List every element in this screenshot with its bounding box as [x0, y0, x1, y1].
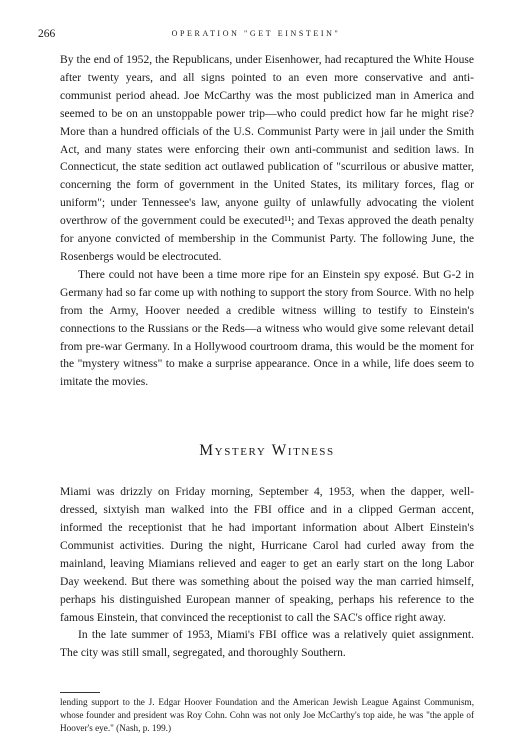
section-heading: Mystery Witness	[199, 442, 335, 460]
footnote: lending support to the J. Edgar Hoover Foundation and the American Jewish League Against Communism, whose founder and president was Roy Cohn. Cohn was not only Joe McCarthy's top aide, he was "the apple of Hoover's eye." (Nash, p. 199.)	[60, 697, 474, 733]
paragraph: By the end of 1952, the Republicans, under Eisenhower, had recaptured the White House after twenty years, and all signs pointed to an even more conservative and anti-communist period ahead. Joe McCarthy was the most publicized man in America and seemed to be on an unstoppable power trip—who could predict how far he might rise? More than a hundred officials of the U.S. Communist Party were in jail under the Smith Act, and many states were enforcing their own anti-communist and sedition laws. In Connecticut, the state sedition act outlawed publication of "scurrilous or abusive matter, concerning the form of government in the United States, its military forces, flag or uniform"; under Tennessee's law, anyone guilty of unlawfully advocating the violent overthrow of the government could be executed¹¹; and Texas approved the death penalty for anyone convicted of membership in the Communist Party. The following June, the Rosenbergs would be electrocuted.	[60, 54, 474, 263]
footnote-rule	[60, 692, 100, 693]
paragraph: In the late summer of 1953, Miami's FBI office was a relatively quiet assignment. The city was still small, segregated, and thoroughly Southern.	[60, 629, 474, 660]
running-title: OPERATION "GET EINSTEIN"	[171, 29, 341, 38]
paragraph: Miami was drizzly on Friday morning, September 4, 1953, when the dapper, well-dressed, sixtyish man walked into the FBI office and in a clipped German accent, informed the receptionist that he had important information about Albert Einstein's Communist activities. During the night, Hurricane Carol had curled away from the mainland, leaving Miamians relieved and eager to get an early start on the long Labor Day weekend. But there was something about the poised way the man carried himself, perhaps his distinguished European manner of speaking, perhaps his reference to the famous Einstein, that convinced the receptionist to call the SAC's office right away.	[60, 486, 474, 624]
running-head	[38, 28, 474, 42]
page-number: 266	[38, 28, 56, 40]
paragraph: There could not have been a time more ripe for an Einstein spy exposé. But G-2 in Germany had so far come up with nothing to support the story from Source. With no help from the Army, Hoover needed a credible witness willing to testify to Einstein's connections to the Russians or the Reds—a witness who would give some relevant detail from pre-war Germany. In a Hollywood courtroom drama, this would be the moment for the "mystery witness" to make a surprise appearance. Once in a while, life does seem to imitate the movies.	[60, 268, 474, 389]
body-text	[60, 52, 474, 663]
